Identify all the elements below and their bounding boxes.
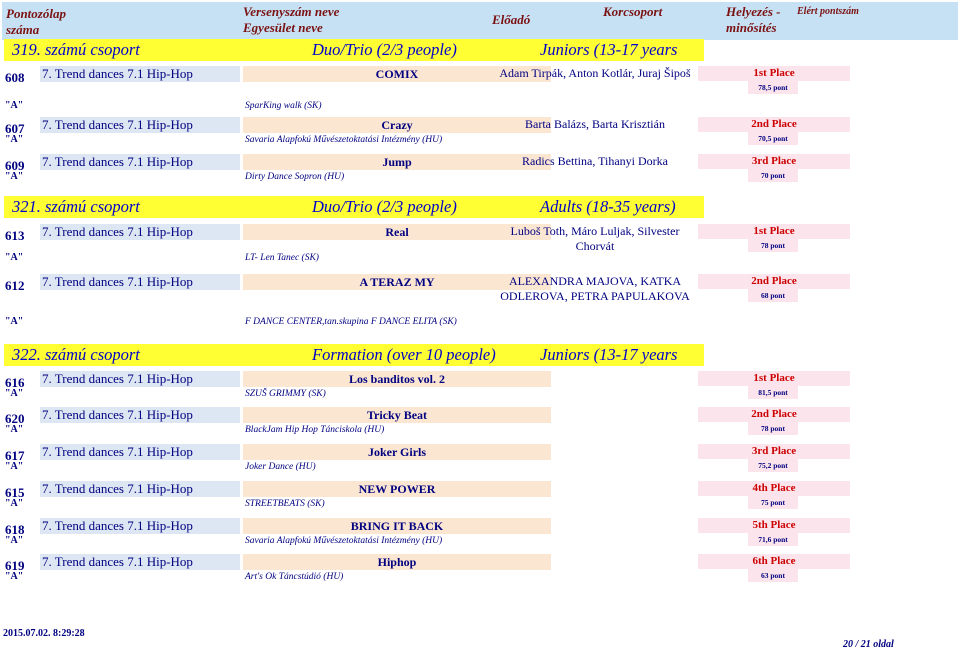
entry-club: Savaria Alapfokú Művészetoktatási Intézmény (HU) [245, 536, 443, 546]
entry-title: Hiphop [243, 554, 551, 570]
group-name: 319. számú csoport [12, 40, 140, 59]
entry-title: Real [243, 224, 551, 240]
entry-class: "A" [5, 461, 24, 472]
entry-placement: 5th Place [698, 518, 850, 533]
entry-score: 78,5 pont [748, 81, 798, 94]
group-age: Adults (18-35 years) [540, 197, 676, 216]
entry-category: 7. Trend dances 7.1 Hip-Hop [40, 444, 240, 460]
entry-number: 620 [5, 411, 25, 426]
entry-class: "A" [5, 535, 24, 546]
header-performer-label: Előadó [492, 12, 531, 27]
entry-title: Crazy [243, 117, 551, 133]
entry-score: 70,5 pont [748, 132, 798, 145]
entry-class: "A" [5, 424, 24, 435]
entry-category: 7. Trend dances 7.1 Hip-Hop [40, 481, 240, 497]
entry-club: Joker Dance (HU) [245, 462, 316, 472]
entry-number: 612 [5, 278, 25, 293]
footer-timestamp: 2015.07.02. 8:29:28 [3, 628, 85, 639]
group-type: Duo/Trio (2/3 people) [312, 197, 457, 216]
group-age: Juniors (13-17 years [540, 40, 678, 59]
entry-placement: 3rd Place [698, 444, 850, 459]
entry-placement: 3rd Place [698, 154, 850, 169]
entry-class: "A" [5, 134, 24, 145]
entry-club: F DANCE CENTER,tan.skupina F DANCE ELITA (SK) [245, 317, 457, 327]
entry-score: 75,2 pont [748, 459, 798, 472]
header-placement-label: Helyezés - minősítés [726, 4, 781, 35]
entry-category: 7. Trend dances 7.1 Hip-Hop [40, 224, 240, 240]
entry-club: SZUŠ GRIMMY (SK) [245, 389, 326, 399]
entry-club: Art's Ok Táncstúdió (HU) [245, 572, 344, 582]
entry-number: 608 [5, 70, 25, 85]
entry-performers: Barta Balázs, Barta Krisztián [525, 117, 665, 131]
entry-performers: Luboš Toth, Máro Luljak, Silvester Chorvát [510, 224, 680, 253]
entry-placement: 2nd Place [698, 274, 850, 289]
entry-class: "A" [5, 100, 24, 111]
entry-club: STREETBEATS (SK) [245, 499, 325, 509]
entry-number: 615 [5, 485, 25, 500]
entry-placement: 1st Place [698, 224, 850, 239]
entry-placement: 6th Place [698, 554, 850, 569]
entry-club: BlackJam Hip Hop Tánciskola (HU) [245, 425, 385, 435]
entry-category: 7. Trend dances 7.1 Hip-Hop [40, 66, 240, 82]
entry-performers: Adam Tirpák, Anton Kotlár, Juraj Šipoš [499, 66, 691, 80]
entry-class: "A" [5, 171, 24, 182]
entry-category: 7. Trend dances 7.1 Hip-Hop [40, 554, 240, 570]
entry-title: COMIX [243, 66, 551, 82]
entry-title: A TERAZ MY [243, 274, 551, 290]
entry-title: Joker Girls [243, 444, 551, 460]
entry-performers: Radics Bettina, Tihanyi Dorka [522, 154, 668, 168]
entry-title: Los banditos vol. 2 [243, 371, 551, 387]
entry-number: 619 [5, 558, 25, 573]
group-type: Duo/Trio (2/3 people) [312, 40, 457, 59]
entry-score: 81,5 pont [748, 386, 798, 399]
group-age: Juniors (13-17 years [540, 345, 678, 364]
entry-score: 75 pont [748, 496, 798, 509]
entry-number: 607 [5, 121, 25, 136]
entry-number: 609 [5, 158, 25, 173]
entry-club: LT- Len Tanec (SK) [245, 253, 319, 263]
entry-score: 78 pont [748, 422, 798, 435]
entry-score: 71,6 pont [748, 533, 798, 546]
entry-title: Jump [243, 154, 551, 170]
entry-class: "A" [5, 316, 24, 327]
entry-number: 617 [5, 448, 25, 463]
header-score-label: Elért pontszám [797, 6, 859, 17]
entry-placement: 2nd Place [698, 407, 850, 422]
entry-class: "A" [5, 498, 24, 509]
entry-number: 618 [5, 522, 25, 537]
footer-page-number: 20 / 21 oldal [843, 639, 894, 650]
entry-category: 7. Trend dances 7.1 Hip-Hop [40, 407, 240, 423]
entry-title: Tricky Beat [243, 407, 551, 423]
entry-score: 68 pont [748, 289, 798, 302]
group-name: 321. számú csoport [12, 197, 140, 216]
entry-class: "A" [5, 388, 24, 399]
entry-score: 78 pont [748, 239, 798, 252]
entry-placement: 1st Place [698, 66, 850, 81]
group-type: Formation (over 10 people) [312, 345, 496, 364]
header-event-name-label: Versenyszám neve Egyesület neve [243, 4, 340, 35]
entry-category: 7. Trend dances 7.1 Hip-Hop [40, 371, 240, 387]
entry-class: "A" [5, 571, 24, 582]
entry-number: 616 [5, 375, 25, 390]
entry-placement: 2nd Place [698, 117, 850, 132]
entry-title: NEW POWER [243, 481, 551, 497]
entry-placement: 4th Place [698, 481, 850, 496]
entry-placement: 1st Place [698, 371, 850, 386]
entry-score: 63 pont [748, 569, 798, 582]
entry-category: 7. Trend dances 7.1 Hip-Hop [40, 117, 240, 133]
entry-category: 7. Trend dances 7.1 Hip-Hop [40, 274, 240, 290]
entry-score: 70 pont [748, 169, 798, 182]
entry-club: Dirty Dance Sopron (HU) [245, 172, 345, 182]
entry-performers: ALEXANDRA MAJOVA, KATKA ODLEROVA, PETRA PAPULAKOVA [500, 274, 690, 303]
group-name: 322. számú csoport [12, 345, 140, 364]
entry-club: Savaria Alapfokú Művészetoktatási Intézmény (HU) [245, 135, 443, 145]
entry-category: 7. Trend dances 7.1 Hip-Hop [40, 154, 240, 170]
entry-number: 613 [5, 228, 25, 243]
header-agegroup-label: Korcsoport [603, 4, 663, 19]
header-sheet-number-label: Pontozólap száma [6, 6, 66, 37]
entry-class: "A" [5, 252, 24, 263]
entry-club: SparKing walk (SK) [245, 101, 322, 111]
entry-category: 7. Trend dances 7.1 Hip-Hop [40, 518, 240, 534]
entry-title: BRING IT BACK [243, 518, 551, 534]
